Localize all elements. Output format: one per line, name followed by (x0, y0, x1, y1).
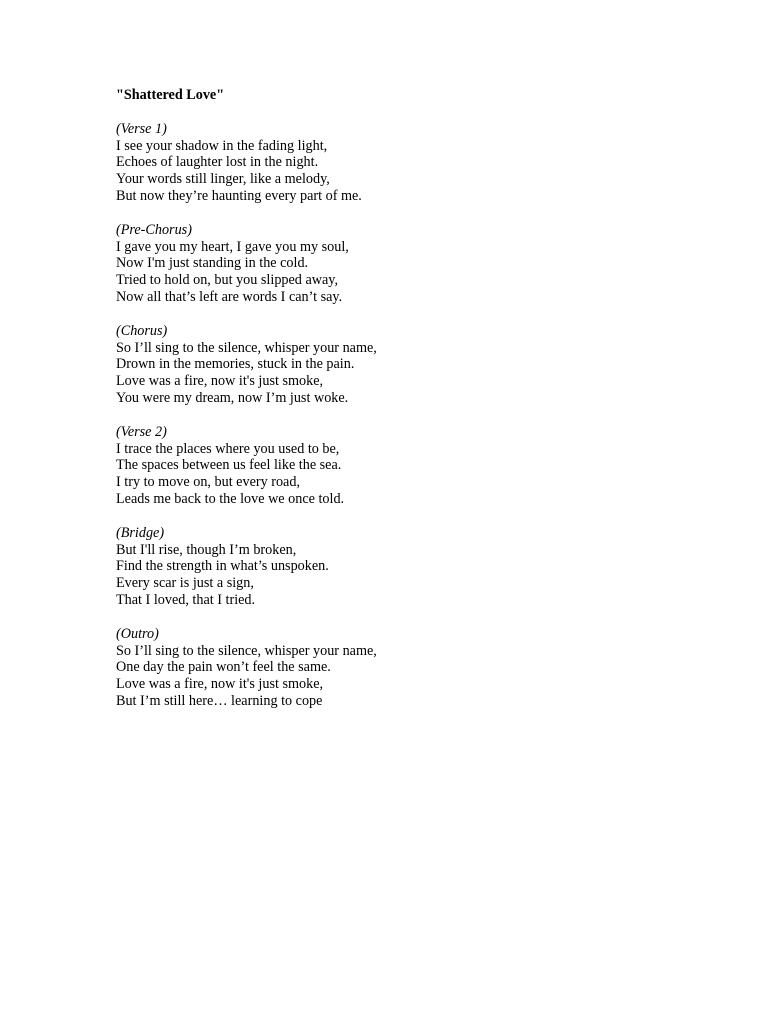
lyric-line: You were my dream, now I’m just woke. (116, 389, 349, 406)
lyric-line: Now all that’s left are words I can’t say. (116, 288, 343, 305)
section-pre-chorus (116, 222, 736, 306)
lyric-line: I trace the places where you used to be, (116, 440, 340, 457)
section-outro (116, 626, 736, 710)
section-label: (Verse 2) (116, 423, 167, 440)
section-bridge (116, 525, 736, 609)
lyric-line: But now they’re haunting every part of me. (116, 187, 362, 204)
lyric-line: That I loved, that I tried. (116, 591, 256, 608)
lyric-line: The spaces between us feel like the sea. (116, 457, 342, 474)
section-chorus (116, 323, 736, 407)
lyric-line: Every scar is just a sign, (116, 575, 254, 592)
lyric-line: Love was a fire, now it's just smoke, (116, 676, 324, 693)
section-label: (Verse 1) (116, 120, 167, 137)
lyric-line: So I’ll sing to the silence, whisper your name, (116, 339, 377, 356)
lyric-line: Drown in the memories, stuck in the pain. (116, 356, 355, 373)
lyric-line: So I’ll sing to the silence, whisper your name, (116, 642, 377, 659)
section-label: (Pre-Chorus) (116, 221, 192, 238)
section-label: (Chorus) (116, 322, 168, 339)
lyric-line: Tried to hold on, but you slipped away, (116, 272, 338, 289)
lyric-line: Now I'm just standing in the cold. (116, 255, 309, 272)
section-verse-1 (116, 121, 736, 205)
lyric-line: Your words still linger, like a melody, (116, 171, 330, 188)
lyric-line: I try to move on, but every road, (116, 474, 300, 491)
lyrics-page (116, 87, 736, 727)
section-label: (Outro) (116, 625, 159, 642)
lyric-line: I see your shadow in the fading light, (116, 137, 328, 154)
section-label: (Bridge) (116, 524, 165, 541)
song-title: "Shattered Love" (116, 87, 225, 103)
lyric-line: Leads me back to the love we once told. (116, 490, 345, 507)
lyric-line: Echoes of laughter lost in the night. (116, 154, 319, 171)
lyric-line: Love was a fire, now it's just smoke, (116, 373, 324, 390)
lyric-line: But I’m still here… learning to cope (116, 692, 323, 709)
lyric-line: One day the pain won’t feel the same. (116, 659, 331, 676)
section-verse-2 (116, 424, 736, 508)
lyric-line: Find the strength in what’s unspoken. (116, 558, 329, 575)
lyric-line: But I'll rise, though I’m broken, (116, 541, 297, 558)
lyric-line: I gave you my heart, I gave you my soul, (116, 238, 349, 255)
